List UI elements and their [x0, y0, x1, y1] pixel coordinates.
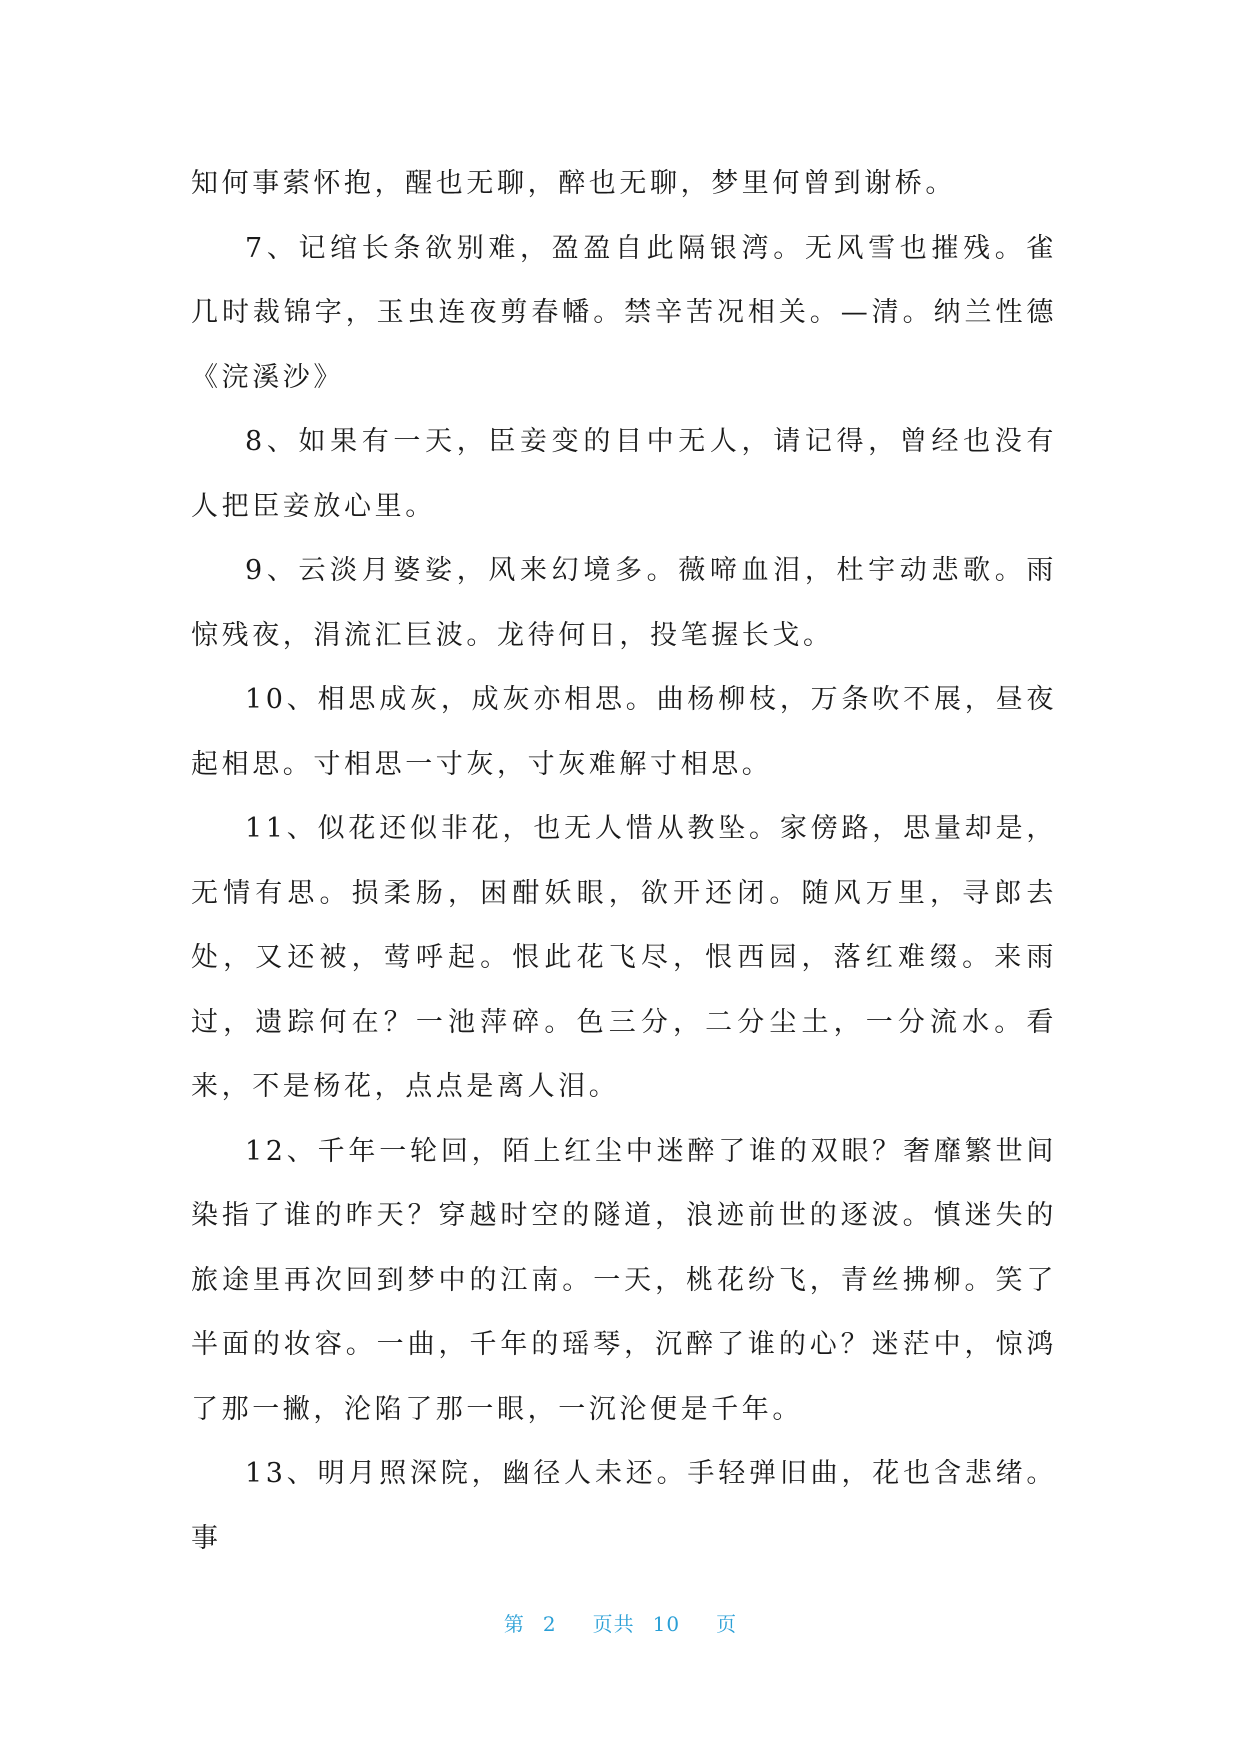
footer-middle: 页共 — [592, 1612, 635, 1636]
footer-prefix: 第 — [503, 1612, 525, 1636]
footer-current-page: 2 — [542, 1612, 557, 1636]
paragraph-6: 11、似花还似非花，也无人惜从教坠。家傍路，思量却是，无情有思。损柔肠，困酣妖眼，欲开还闭。随风万里，寻郎去处，又还被，莺呼起。恨此花飞尽，恨西园，落红难缀。来雨过，遗踪何在？一池萍碎。色三分，二分尘土，一分流水。看来，不是杨花，点点是离人泪。 — [191, 813, 1057, 1102]
paragraph-2: 7、记绾长条欲别难，盈盈自此隔银湾。无风雪也摧残。雀几时裁锦字，玉虫连夜剪春幡。禁辛苦况相关。—清。纳兰性德《浣溪沙》 — [191, 232, 1057, 393]
paragraph-1: 知何事萦怀抱，醒也无聊，醉也无聊，梦里何曾到谢桥。 — [191, 168, 956, 199]
paragraph-8: 13、明月照深院，幽径人未还。手轻弹旧曲，花也含悲绪。事 — [191, 1458, 1057, 1554]
footer-suffix: 页 — [716, 1612, 738, 1636]
paragraph-7: 12、千年一轮回，陌上红尘中迷醉了谁的双眼？奢靡繁世间染指了谁的昨天？穿越时空的隧道，浪迹前世的逐波。慎迷失的旅途里再次回到梦中的江南。一天，桃花纷飞，青丝拂柳。笑了半面的妆容。一曲，千年的瑶琴，沉醉了谁的心？迷茫中，惊鸿了那一撇，沦陷了那一眼，一沉沦便是千年。 — [191, 1135, 1057, 1425]
paragraph-5: 10、相思成灰，成灰亦相思。曲杨柳枝，万条吹不展，昼夜起相思。寸相思一寸灰，寸灰难解寸相思。 — [191, 684, 1057, 780]
page-body — [191, 152, 1057, 1571]
footer-total-pages: 10 — [652, 1612, 681, 1636]
paragraph-4: 9、云淡月婆娑，风来幻境多。薇啼血泪，杜宇动悲歌。雨惊残夜，涓流汇巨波。龙待何日，投笔握长戈。 — [191, 555, 1057, 651]
paragraph-3: 8、如果有一天，臣妾变的目中无人，请记得，曾经也没有人把臣妾放心里。 — [191, 426, 1057, 522]
page-footer — [0, 1608, 1241, 1637]
